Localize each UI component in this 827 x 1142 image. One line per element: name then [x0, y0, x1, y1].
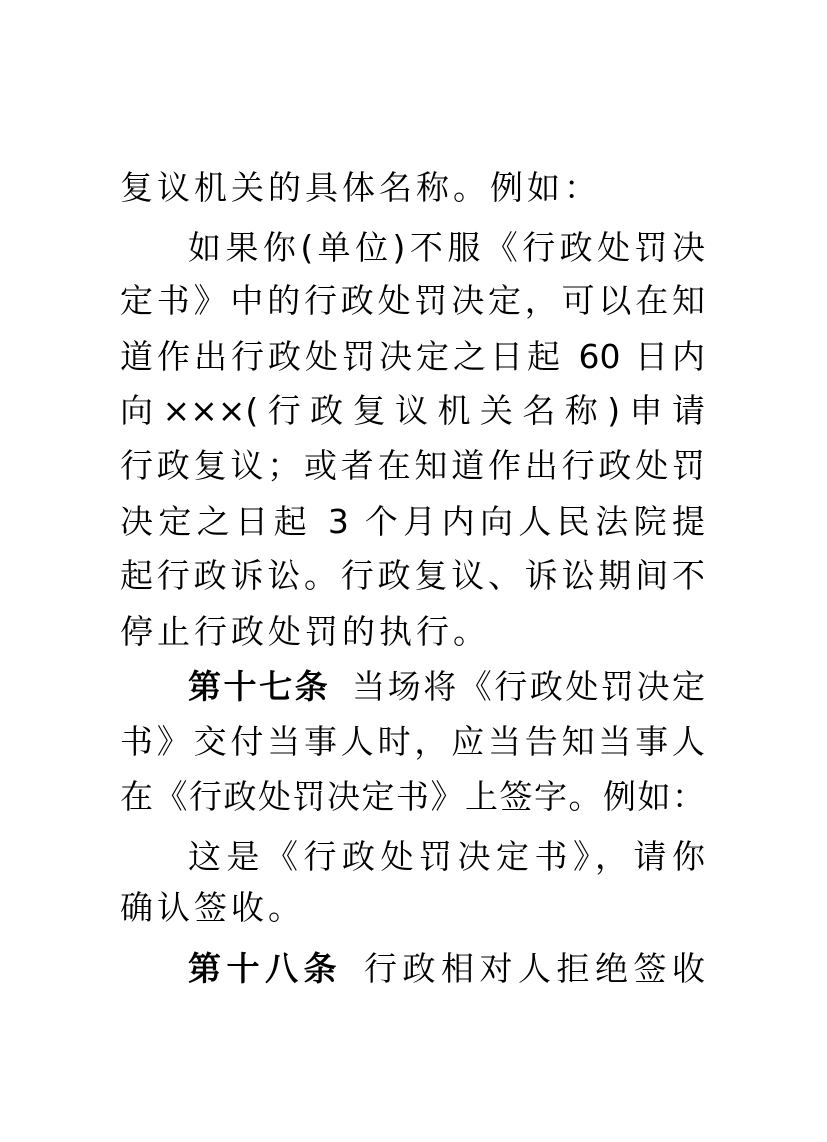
text-line: [120, 163, 705, 213]
line-text: 停止行政处罚的执行。: [120, 612, 490, 651]
text-line: [188, 832, 705, 882]
line-text: 起行政诉讼。行政复议、诉讼期间不: [120, 556, 705, 595]
text-line: [120, 717, 705, 767]
line-text: 确认签收。: [120, 888, 305, 927]
article-number: 第十八条: [188, 949, 342, 988]
line-text: 当场将《行政处罚决定: [352, 667, 706, 706]
article-number: 第十七条: [188, 667, 331, 706]
text-line: [188, 223, 705, 273]
text-line: [120, 772, 705, 822]
line-text: 行政复议；或者在知道作出行政处罚: [120, 446, 705, 485]
text-line: [120, 551, 705, 601]
text-line: [120, 332, 705, 382]
text-line: [120, 441, 705, 491]
article-line: [188, 944, 705, 994]
line-text: 向×××(行政复议机关名称)申请: [120, 391, 705, 430]
line-text: 道作出行政处罚决定之日起 60 日内: [120, 337, 705, 376]
text-line: [120, 276, 705, 326]
text-line: [120, 497, 705, 547]
line-text: 如果你(单位)不服《行政处罚决: [188, 228, 705, 267]
text-line: [120, 883, 705, 933]
line-text: 复议机关的具体名称。例如：: [120, 168, 601, 207]
line-text: 书》交付当事人时，应当告知当事人: [120, 722, 705, 761]
text-line: [120, 607, 705, 657]
line-text: 定书》中的行政处罚决定，可以在知: [120, 281, 705, 320]
line-text: 行政相对人拒绝签收: [364, 949, 705, 988]
line-text: 在《行政处罚决定书》上签字。例如：: [120, 777, 705, 816]
line-text: 决定之日起 3 个月内向人民法院提: [120, 502, 705, 541]
article-line: [188, 662, 705, 712]
text-line: [120, 386, 705, 436]
line-text: 这是《行政处罚决定书》，请你: [188, 837, 705, 876]
